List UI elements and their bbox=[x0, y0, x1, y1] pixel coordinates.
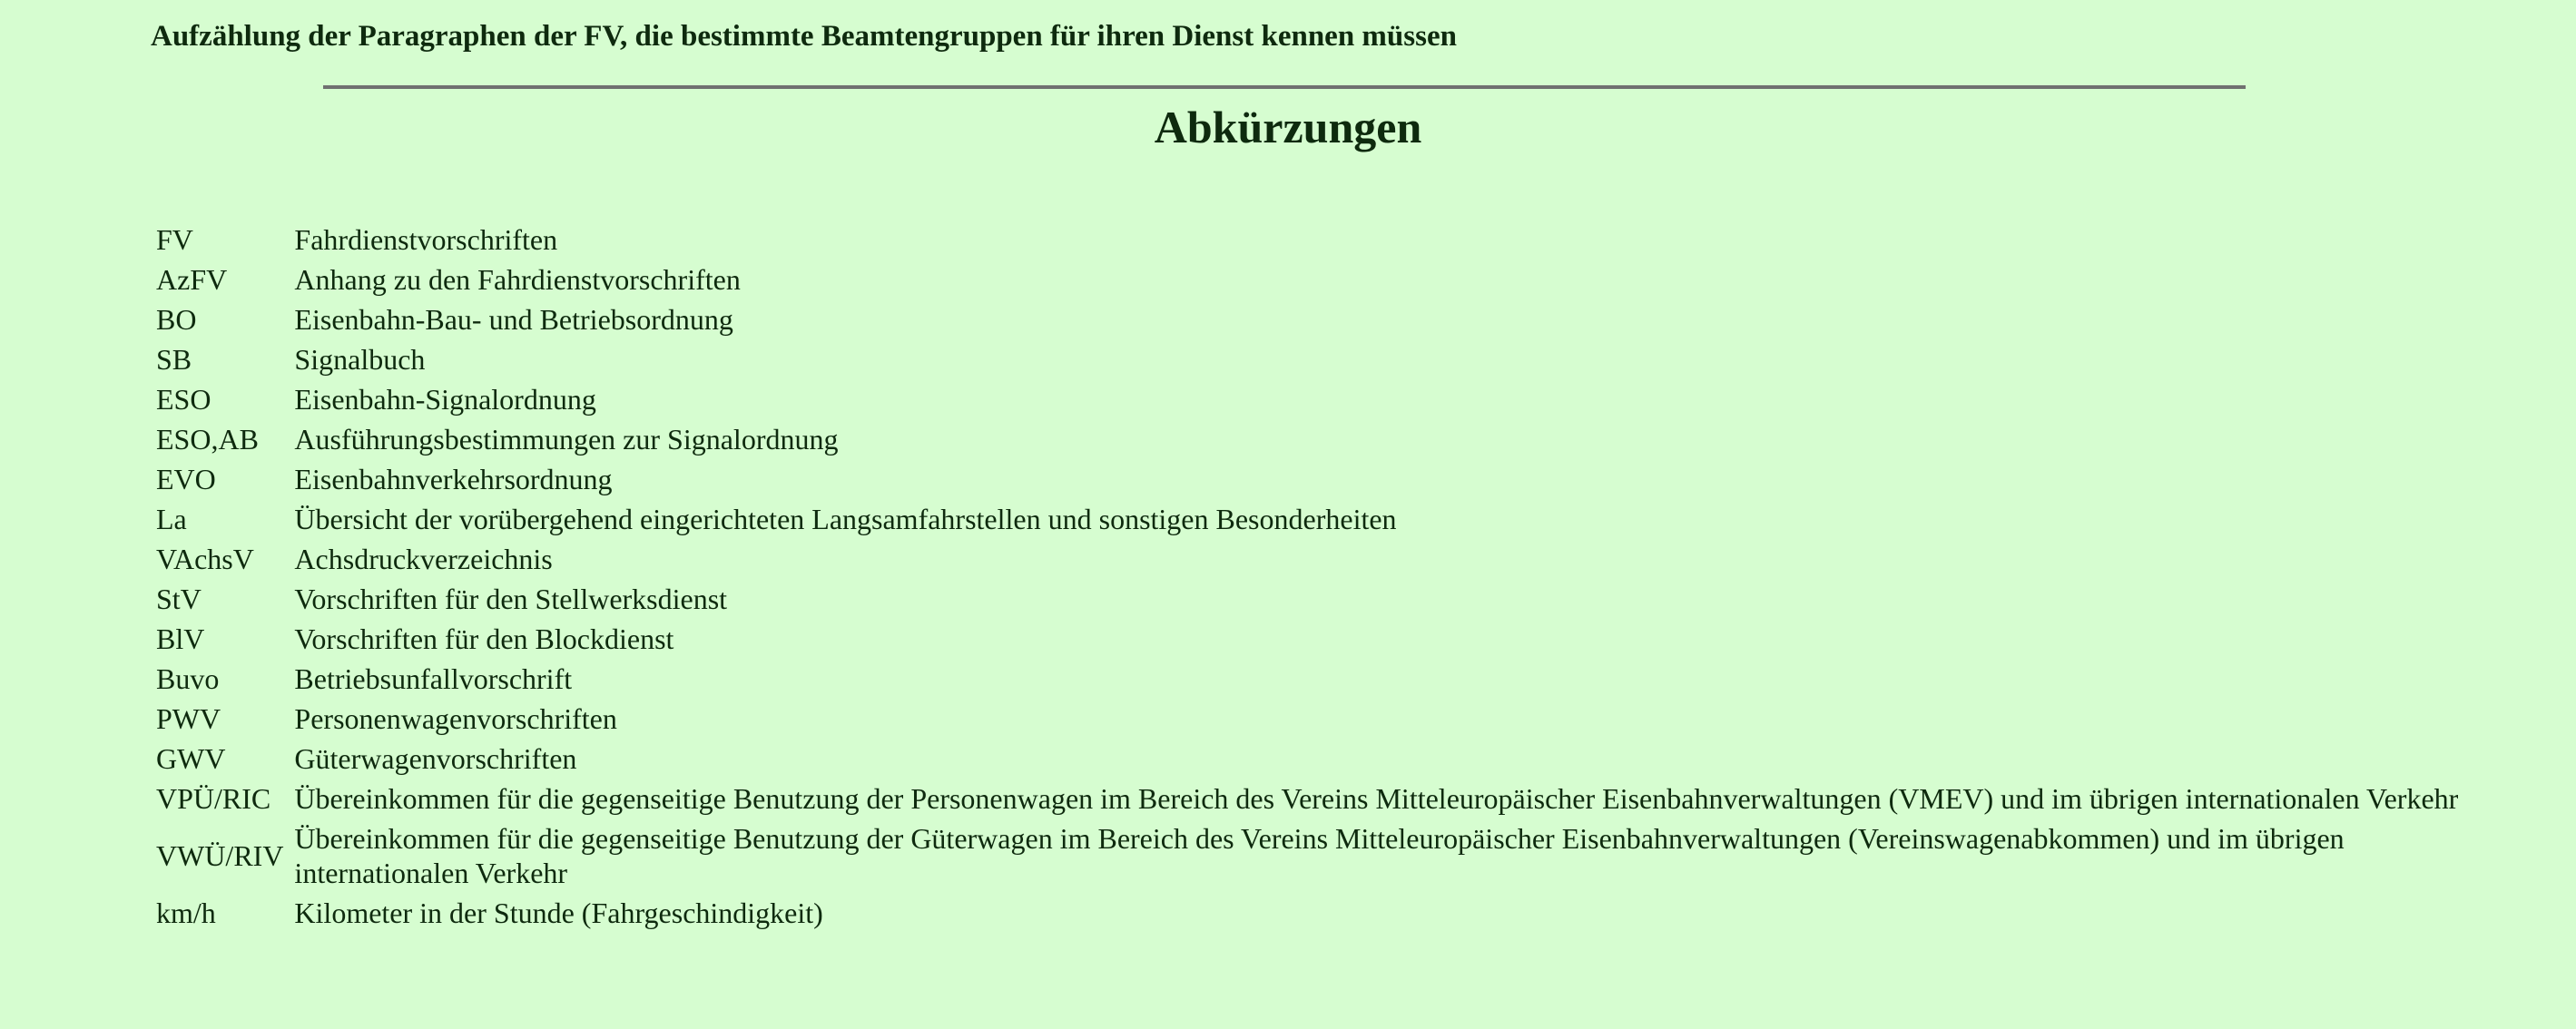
abbreviation-cell: Buvo bbox=[156, 662, 220, 695]
table-row bbox=[151, 699, 2514, 739]
table-row bbox=[151, 739, 2514, 779]
abbreviation-cell: AzFV bbox=[156, 263, 228, 296]
table-row bbox=[151, 619, 2514, 659]
meaning-cell: Fahrdienstvorschriften bbox=[294, 223, 558, 256]
table-row bbox=[151, 659, 2514, 699]
abbreviation-cell: FV bbox=[156, 223, 193, 256]
table-row bbox=[151, 579, 2514, 619]
abbreviation-cell: VAchsV bbox=[156, 543, 254, 575]
abbreviation-cell: EVO bbox=[156, 463, 216, 495]
table-row bbox=[151, 893, 2514, 933]
abbreviation-cell: SB bbox=[156, 343, 192, 376]
meaning-cell: Güterwagenvorschriften bbox=[294, 742, 577, 775]
meaning-cell: Vorschriften für den Stellwerksdienst bbox=[294, 583, 728, 615]
abbreviation-table-body bbox=[151, 220, 2514, 933]
table-row bbox=[151, 339, 2514, 379]
meaning-cell: Betriebsunfallvorschrift bbox=[294, 662, 573, 695]
table-row bbox=[151, 220, 2514, 260]
section-title: Abkürzungen bbox=[1154, 102, 1422, 152]
table-row bbox=[151, 539, 2514, 579]
abbreviation-cell: BlV bbox=[156, 622, 205, 655]
meaning-cell: Übersicht der vorübergehend eingerichteten Langsamfahrstellen und sonstigen Besonderheiten bbox=[294, 503, 1397, 535]
table-row bbox=[151, 379, 2514, 419]
meaning-cell: Personenwagenvorschriften bbox=[294, 702, 617, 735]
abbreviation-cell: GWV bbox=[156, 742, 226, 775]
meaning-cell: Eisenbahn-Bau- und Betriebsordnung bbox=[294, 303, 733, 336]
table-row bbox=[151, 419, 2514, 459]
meaning-cell: Eisenbahnverkehrsordnung bbox=[294, 463, 613, 495]
meaning-cell: Achsdruckverzeichnis bbox=[294, 543, 553, 575]
meaning-cell: Anhang zu den Fahrdienstvorschriften bbox=[294, 263, 741, 296]
abbreviation-cell: StV bbox=[156, 583, 202, 615]
meaning-cell: Signalbuch bbox=[294, 343, 426, 376]
table-row bbox=[151, 299, 2514, 339]
table-row bbox=[151, 779, 2514, 818]
meaning-cell: Eisenbahn-Signalordnung bbox=[294, 383, 596, 416]
meaning-cell: Ausführungsbestimmungen zur Signalordnung bbox=[294, 423, 839, 456]
table-row bbox=[151, 260, 2514, 299]
abbreviation-cell: La bbox=[156, 503, 187, 535]
abbreviation-cell: PWV bbox=[156, 702, 221, 735]
meaning-cell: Kilometer in der Stunde (Fahrgeschindigkeit) bbox=[294, 897, 823, 929]
abbreviation-cell: VPÜ/RIC bbox=[156, 782, 271, 815]
abbreviation-cell: ESO,AB bbox=[156, 423, 259, 456]
abbreviation-cell: ESO bbox=[156, 383, 211, 416]
abbreviation-cell: km/h bbox=[156, 897, 216, 929]
abbreviation-table bbox=[151, 220, 2514, 933]
meaning-cell: Übereinkommen für die gegenseitige Benutzung der Personenwagen im Bereich des Vereins Mitteleuropäischer Eisenbahnverwaltungen (VMEV) und im übrigen internationalen Verkehr bbox=[294, 782, 2459, 815]
table-row bbox=[151, 818, 2514, 893]
table-row bbox=[151, 459, 2514, 499]
horizontal-rule bbox=[323, 85, 2246, 89]
abbreviation-cell: VWÜ/RIV bbox=[156, 839, 284, 872]
meaning-cell: Übereinkommen für die gegenseitige Benutzung der Güterwagen im Bereich des Vereins Mitteleuropäischer Eisenbahnverwaltungen (Vereinswagenabkommen) und im übrigen internationalen Verkehr bbox=[294, 822, 2345, 889]
table-row bbox=[151, 499, 2514, 539]
page-heading: Aufzählung der Paragraphen der FV, die bestimmte Beamtengruppen für ihren Dienst kennen müssen bbox=[151, 20, 1457, 53]
meaning-cell: Vorschriften für den Blockdienst bbox=[294, 622, 674, 655]
abbreviation-cell: BO bbox=[156, 303, 197, 336]
